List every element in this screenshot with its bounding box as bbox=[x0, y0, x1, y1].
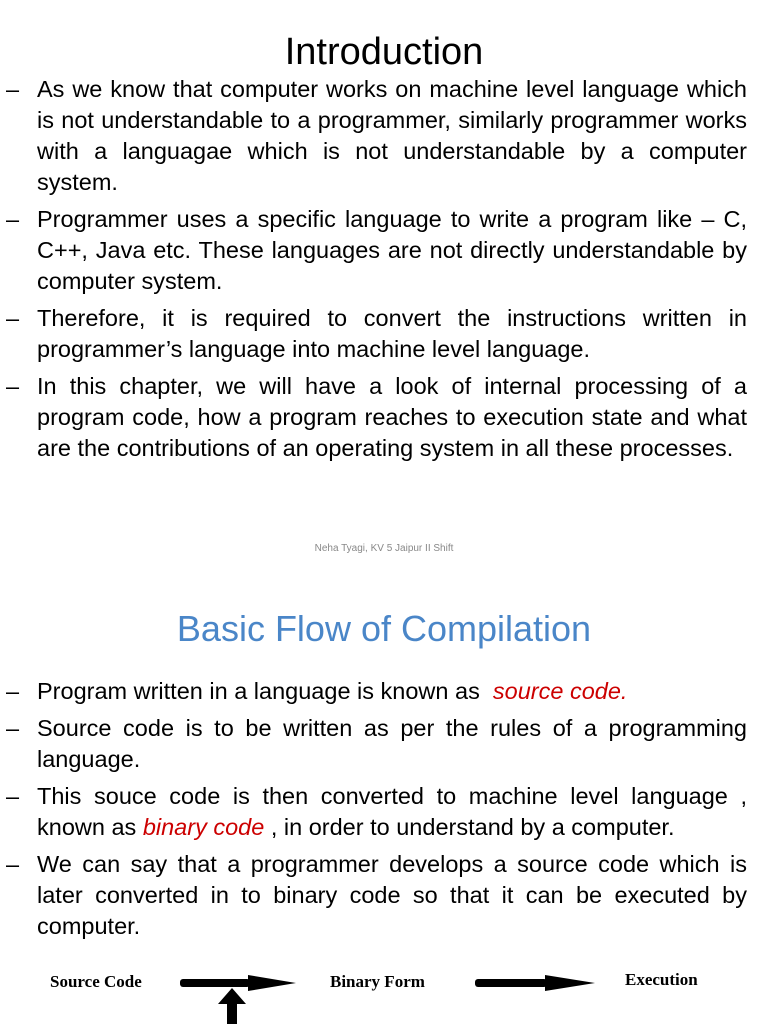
slide-credit: Neha Tyagi, KV 5 Jaipur II Shift bbox=[314, 543, 454, 554]
bullet-item bbox=[0, 713, 768, 775]
bullet-item bbox=[0, 849, 768, 942]
bullet-item bbox=[0, 204, 768, 297]
bullet-text: , in order to understand by a computer. bbox=[264, 814, 675, 840]
compilation-bullet-list bbox=[0, 676, 768, 948]
bullet-item bbox=[0, 676, 768, 707]
bullet-item bbox=[0, 781, 768, 843]
bullet-dash: – bbox=[6, 715, 20, 741]
bullet-text: Programmer uses a specific language to write a program like – C, C++, Java etc. These languages are not directly understandable by computer system. bbox=[37, 206, 747, 294]
bullet-text: Source code is to be written as per the rules of a programming language. bbox=[37, 715, 747, 772]
bullet-dash: – bbox=[6, 373, 20, 399]
bullet-dash: – bbox=[6, 305, 20, 331]
bullet-text: This souce code is then converted to machine level language , known as bbox=[37, 783, 747, 840]
bullet-item bbox=[0, 74, 768, 198]
slide-title-compilation: Basic Flow of Compilation bbox=[176, 608, 592, 649]
flow-arrow-right-icon bbox=[475, 974, 595, 992]
slide-title-introduction: Introduction bbox=[284, 31, 484, 73]
flow-execution-label: Execution bbox=[625, 970, 698, 989]
flow-binary-form-label: Binary Form bbox=[330, 972, 425, 991]
binary-code-term: binary code bbox=[142, 814, 265, 840]
bullet-dash: – bbox=[6, 851, 20, 877]
bullet-text: As we know that computer works on machine level language which is not understandable to a programmer, similarly programmer works with a languagae which is not understandable by a computer system. bbox=[37, 76, 747, 195]
bullet-dash: – bbox=[6, 783, 20, 809]
bullet-text: Program written in a language is known as bbox=[37, 678, 487, 704]
bullet-item bbox=[0, 303, 768, 365]
flow-source-code-label: Source Code bbox=[50, 972, 142, 991]
introduction-bullet-list bbox=[0, 74, 768, 470]
bullet-text: Therefore, it is required to convert the instructions written in programmer’s language into machine level language. bbox=[37, 305, 747, 362]
bullet-dash: – bbox=[6, 206, 20, 232]
bullet-text: We can say that a programmer develops a source code which is later converted in to binary code so that it can be executed by computer. bbox=[37, 851, 747, 939]
source-code-term: source code. bbox=[492, 678, 628, 704]
flow-arrow-up-icon bbox=[218, 988, 246, 1024]
bullet-dash: – bbox=[6, 76, 20, 102]
bullet-item bbox=[0, 371, 768, 464]
bullet-text: In this chapter, we will have a look of internal processing of a program code, how a program reaches to execution state and what are the contributions of an operating system in all these processes. bbox=[37, 373, 747, 461]
bullet-dash: – bbox=[6, 678, 20, 704]
